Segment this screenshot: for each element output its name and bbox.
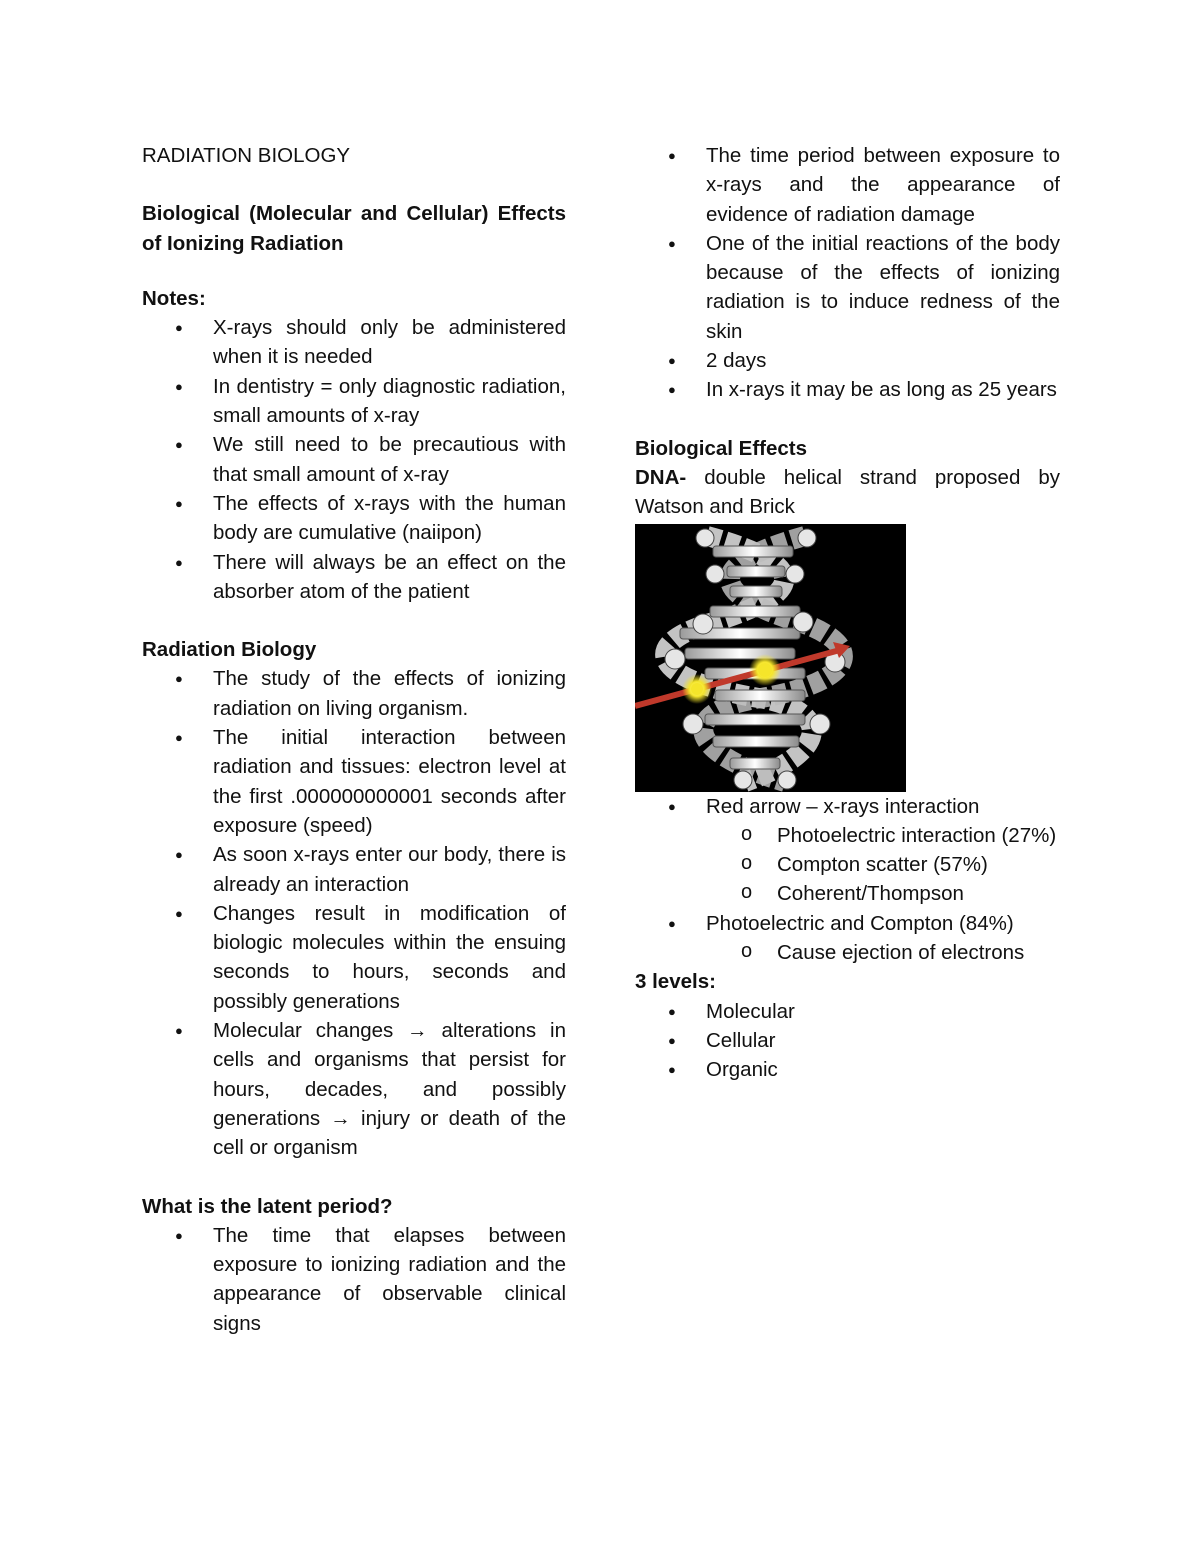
dna-term: DNA- — [635, 465, 687, 489]
notes-label: Notes: — [142, 286, 206, 310]
dna-definition — [635, 463, 1060, 522]
notes-list — [142, 313, 566, 606]
section-heading: Biological (Molecular and Cellular) Effects of Ionizing Radiation — [142, 202, 566, 255]
left-column — [142, 141, 566, 1338]
list-item: ● The effects of x-rays with the human body are cumulative (naiipon) — [142, 489, 566, 548]
x-ray-interaction-list — [635, 792, 1060, 968]
radiation-biology-heading: Radiation Biology — [142, 638, 317, 662]
radiation-biology-list — [142, 664, 566, 1162]
list-item: ● Organic — [635, 1055, 1060, 1084]
sub-list-item: o Photoelectric interaction (27%) — [635, 821, 1060, 850]
list-item: ● As soon x-rays enter our body, there is already an interaction — [142, 840, 566, 899]
list-item: ● In x-rays it may be as long as 25 years — [635, 375, 1060, 404]
dna-double-helix-image — [635, 524, 906, 792]
list-item: ● Changes result in modification of biologic molecules within the ensuing seconds to hours, seconds and possibly generations — [142, 899, 566, 1016]
dna-text: double helical strand proposed by Watson and Brick — [635, 465, 1060, 519]
list-item: ● 2 days — [635, 346, 1060, 375]
list-item: ● The time period between exposure to x-rays and the appearance of evidence of radiation damage — [635, 141, 1060, 229]
list-item: ● Red arrow – x-rays interaction — [635, 792, 1060, 821]
list-item: ● We still need to be precautious with that small amount of x-ray — [142, 430, 566, 489]
sub-list-item: o Compton scatter (57%) — [635, 850, 1060, 879]
list-item: ● Cellular — [635, 1026, 1060, 1055]
list-item: ● Molecular — [635, 997, 1060, 1026]
latent-period-continued-list — [635, 141, 1060, 405]
latent-period-heading: What is the latent period? — [142, 1194, 393, 1218]
list-item: ● One of the initial reactions of the body because of the effects of ionizing radiation is to induce redness of the skin — [635, 229, 1060, 346]
sub-list-item: o Coherent/Thompson — [635, 879, 1060, 908]
list-item: ● There will always be an effect on the absorber atom of the patient — [142, 548, 566, 607]
right-column — [635, 141, 1060, 1085]
biological-effects-heading: Biological Effects — [635, 436, 808, 460]
document-title: RADIATION BIOLOGY — [142, 144, 351, 167]
levels-list — [635, 997, 1060, 1085]
list-item: ● The initial interaction between radiation and tissues: electron level at the first .000000000001 seconds after exposure (speed) — [142, 723, 566, 840]
latent-period-list — [142, 1221, 566, 1338]
list-item: ● X-rays should only be administered when it is needed — [142, 313, 566, 372]
list-item: ● Molecular changes → alterations in cells and organisms that persist for hours, decades, and possibly generations → injury or death of the cell or organism — [142, 1016, 566, 1162]
list-item: ● The study of the effects of ionizing radiation on living organism. — [142, 664, 566, 723]
list-item: ● The time that elapses between exposure to ionizing radiation and the appearance of observable clinical signs — [142, 1221, 566, 1338]
dna-helix-graphic — [635, 524, 906, 792]
sub-list-item: o Cause ejection of electrons — [635, 938, 1060, 967]
list-item: ● In dentistry = only diagnostic radiation, small amounts of x-ray — [142, 372, 566, 431]
levels-heading: 3 levels: — [635, 970, 716, 994]
list-item: ● Photoelectric and Compton (84%) — [635, 909, 1060, 938]
